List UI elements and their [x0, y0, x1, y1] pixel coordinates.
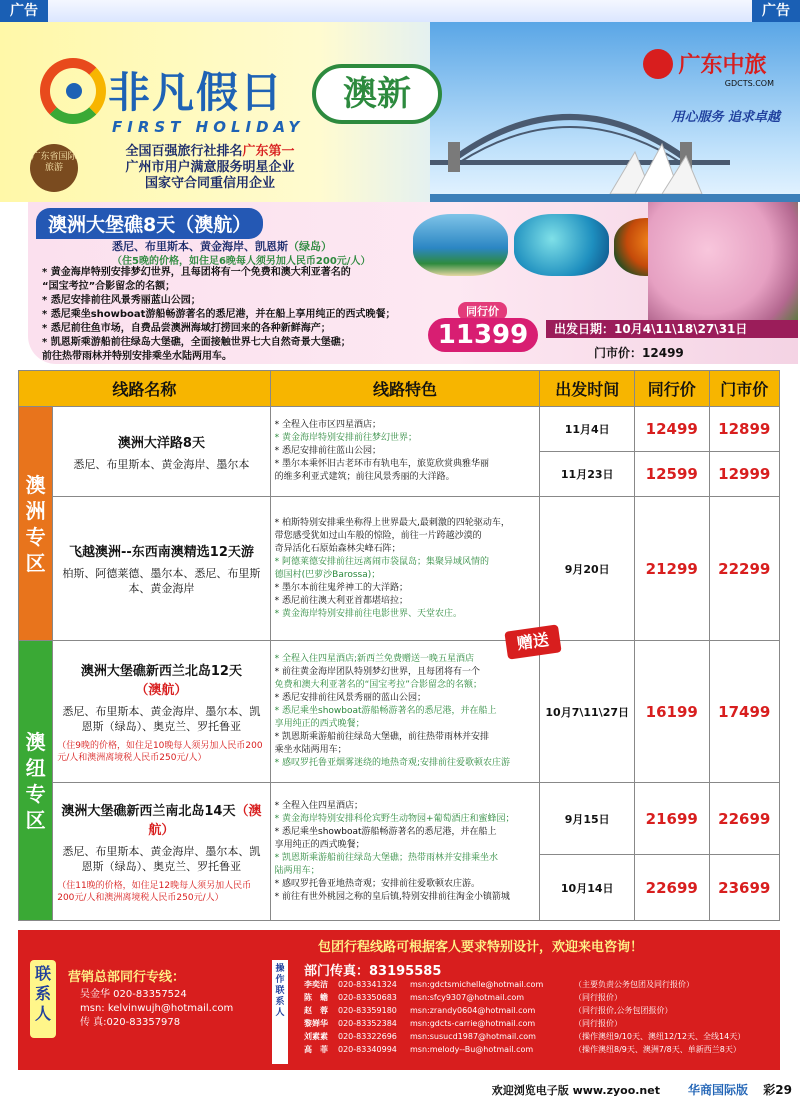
depart-label: 出发日期：	[554, 322, 615, 336]
table-row	[19, 641, 780, 783]
price-label: 同行价	[458, 302, 507, 320]
feature-line: * 凯恩斯乘游船前往绿岛大堡礁，前往热带雨林并安排	[274, 732, 490, 742]
route-name-cell	[53, 783, 270, 921]
feature-line: * 柏斯特别安排乘坐称得上世界最大,最刺激的四轮驱动车，	[274, 517, 510, 528]
staff-tel: 020-83340994	[338, 1045, 397, 1054]
gate-value: 12499	[642, 346, 684, 360]
staff-note: （操作澳纽9/10天、澳纽12/12天、全线14天）	[574, 1032, 746, 1041]
table-header-row	[19, 371, 780, 407]
route-cities: 悉尼、布里斯本、黄金海岸、墨尔本、凯恩斯（绿岛）、奥克兰、罗托鲁亚	[62, 844, 261, 873]
logo-dot-icon	[66, 83, 82, 99]
departure-date: 10月14日	[540, 855, 635, 921]
staff-row	[304, 991, 745, 1004]
staff-note: （同行报价）	[574, 1019, 622, 1028]
feature-line: * 前往有世外桃园之称的皇后镇,特别安排前往淘金小镇箭城	[274, 891, 510, 902]
featured-price	[428, 302, 538, 352]
retail-price: 12899	[709, 407, 780, 452]
island-photo	[413, 214, 508, 276]
trade-price: 12599	[635, 452, 709, 497]
route-cities: 悉尼、布里斯本、黄金海岸、墨尔本	[73, 457, 250, 471]
zone-australia: 澳洲专区	[19, 407, 53, 641]
header-retail-price: 门市价	[709, 371, 780, 407]
trade-price: 21299	[635, 497, 709, 641]
feature-line: * 黄金海岸特别安排前往梦幻世界；	[274, 433, 418, 443]
featured-highlight: * 悉尼前往鱼市场，自费品尝澳洲海域打捞回来的各种新鲜海产；	[42, 323, 331, 334]
route-features	[270, 497, 540, 641]
staff-name: 刘素素	[304, 1032, 328, 1041]
feature-line: * 悉尼安排前往蓝山公园；	[274, 446, 382, 456]
route-title: 澳洲大洋路8天	[117, 435, 205, 451]
feature-line: * 阿德莱德安排前往远离闹市袋鼠岛；集聚异域风情的	[274, 556, 490, 567]
brand-english: FIRST HOLIDAY	[112, 118, 305, 136]
staff-name: 李奕洁	[304, 980, 328, 989]
staff-msn: msn:melody--Bu@hotmail.com	[410, 1045, 534, 1054]
trade-price: 16199	[635, 641, 709, 783]
route-features	[270, 641, 540, 783]
feature-line: 的维多利亚式建筑；前往风景秀丽的大洋路。	[274, 472, 455, 482]
retail-price: 22699	[709, 783, 780, 855]
feature-line: * 悉尼前往澳大利亚首都堪培拉；	[274, 595, 409, 606]
feature-line: * 墨尔本乘怀旧古老环市有轨电车，旅览欣赏典雅华丽	[274, 459, 490, 469]
featured-highlight: * 悉尼乘坐showboat游船畅游著名的悉尼港，并在船上享用纯正的西式晚餐；	[42, 309, 396, 320]
feature-line: * 全程入住市区四星酒店；	[274, 420, 382, 430]
retail-price: 23699	[709, 855, 780, 921]
staff-tel: 020-83352384	[338, 1019, 397, 1028]
retail-price: 22299	[709, 497, 780, 641]
sales-line: 吴金华 020-83357524	[80, 989, 187, 1000]
slogan-line1: 全国百强旅行社排名	[125, 144, 243, 159]
staff-note: （同行报价,公务包团报价）	[574, 1006, 673, 1015]
feature-line: * 悉尼安排前往风景秀丽的蓝山公园；	[274, 693, 427, 703]
partner-slogan: 用心服务 追求卓越	[671, 110, 780, 125]
departure-date: 11月4日	[540, 407, 635, 452]
route-name-cell	[53, 641, 270, 783]
feature-line: 乘坐水陆两用车；	[274, 745, 347, 755]
route-cities: 悉尼、布里斯本、黄金海岸、墨尔本、凯恩斯（绿岛）、奥克兰、罗托鲁亚	[62, 704, 261, 733]
staff-note: （操作澳纽8/9天、澳洲7/8天、单新西兰8天）	[574, 1045, 741, 1054]
partner-url: GDCTS.COM	[724, 79, 774, 88]
route-title	[57, 660, 265, 698]
feature-line: * 凯恩斯乘游船前往绿岛大堡礁；热带雨林并安排乘坐水	[274, 852, 499, 863]
feature-line: * 墨尔本前往鬼斧神工的大洋路；	[274, 582, 409, 593]
custom-tour-tagline: 包团行程线路可根据客人要求特别设计，欢迎来电咨询！	[318, 940, 644, 955]
ad-tag-left: 广告	[0, 0, 48, 22]
partner-logo	[630, 48, 780, 88]
staff-row	[304, 978, 745, 991]
depart-values: 10月4\11\18\27\31日	[614, 322, 748, 336]
departure-date: 11月23日	[540, 452, 635, 497]
route-note: （住11晚的价格，如住足12晚每人须另加人民币200元/人和澳洲离境税人民币250元/人）	[57, 880, 252, 903]
staff-msn: msn:susucd1987@hotmail.com	[410, 1032, 536, 1041]
gate-price	[594, 344, 684, 361]
feature-line: 享用纯正的西式晚餐；	[274, 719, 365, 729]
staff-name: 陈 蟾	[304, 993, 328, 1002]
staff-note: （同行报价）	[574, 993, 622, 1002]
zone-australia-nz: 澳纽专区	[19, 641, 53, 921]
featured-highlight: * 黄金海岸特别安排梦幻世界，且每团将有一个免费和澳大利亚著名的	[42, 267, 351, 278]
featured-highlights	[42, 266, 422, 364]
page-footer	[0, 1078, 800, 1100]
route-title-text: 澳洲大堡礁新西兰南北岛14天	[61, 803, 236, 819]
certification-seal-icon: 广东省国际旅游	[30, 144, 78, 192]
departure-date: 9月15日	[540, 783, 635, 855]
feature-line: 德国村(巴萝沙Barossa)；	[274, 569, 381, 580]
table-row	[19, 407, 780, 452]
route-cities: 柏斯、阿德莱德、墨尔本、悉尼、布里斯本、黄金海岸	[62, 567, 261, 595]
price-value: 11399	[428, 318, 538, 352]
route-features	[270, 783, 540, 921]
header-trade-price: 同行价	[635, 371, 709, 407]
sydney-harbour-illustration	[430, 82, 800, 202]
feature-line: * 悉尼乘坐showboat游船畅游著名的悉尼港，并在船上	[274, 826, 497, 837]
contact-label: 联系人	[30, 960, 56, 1038]
feature-line: * 全程入住四星酒店；	[274, 800, 364, 811]
route-title	[57, 800, 265, 838]
feature-line: * 前往黄金海岸团队特别梦幻世界，且每团将有一个	[274, 667, 481, 677]
gift-badge: 赠送	[504, 624, 561, 659]
ad-bar	[0, 0, 800, 22]
staff-row	[304, 1017, 745, 1030]
staff-row	[304, 1043, 745, 1056]
website-text: 欢迎浏览电子版 www.zyoo.net	[491, 1084, 660, 1097]
route-note: （住9晚的价格，如住足10晚每人须另加人民币200元/人和澳洲离境税人民币250元/人）	[57, 740, 263, 763]
departure-date: 9月20日	[540, 497, 635, 641]
featured-cities-island: （绿岛）	[288, 240, 332, 253]
staff-name: 高 菲	[304, 1045, 328, 1054]
header-route-name: 线路名称	[19, 371, 271, 407]
feature-line: * 全程入住四星酒店;新西兰免费赠送一晚五星酒店	[274, 654, 475, 664]
route-title: 飞越澳洲--东西南澳精选12天游	[68, 545, 254, 560]
staff-tel: 020-83341324	[338, 980, 397, 989]
contact-footer	[18, 930, 780, 1070]
route-table	[18, 370, 780, 921]
department-fax: 部门传真：83195585	[304, 964, 442, 979]
staff-row	[304, 1004, 745, 1017]
feature-line: 陆两用车；	[274, 865, 320, 876]
staff-row	[304, 1030, 745, 1043]
sales-hotline-title: 营销总部同行专线：	[68, 970, 186, 985]
staff-tel: 020-83322696	[338, 1032, 397, 1041]
departure-dates	[546, 320, 798, 338]
route-title-text: 澳洲大堡礁新西兰北岛12天	[80, 663, 242, 679]
slogan-line2: 广州市用户满意服务明星企业	[125, 160, 295, 175]
table-row	[19, 783, 780, 855]
staff-name: 赵 蓉	[304, 1006, 328, 1015]
route-name-cell	[53, 497, 270, 641]
sales-line: 传 真:020-83357978	[80, 1017, 181, 1028]
featured-highlight: * 凯恩斯乘游船前往绿岛大堡礁，全面接触世界七大自然奇景大堡礁；	[42, 337, 351, 348]
snorkel-photo	[514, 214, 609, 276]
feature-line: 享用纯正的西式晚餐；	[274, 839, 365, 850]
sales-hotline	[80, 988, 233, 1030]
route-features	[270, 407, 540, 497]
slogan-highlight: 广东第一	[242, 144, 295, 159]
header-departure: 出发时间	[540, 371, 635, 407]
staff-msn: msn:zrandy0604@hotmail.com	[410, 1006, 536, 1015]
region-badge: 澳新	[312, 64, 442, 124]
route-name-cell	[53, 407, 270, 497]
gate-label: 门市价：	[594, 346, 643, 360]
company-slogans	[90, 144, 330, 192]
feature-line: 带您感受犹如过山车般的惊险，前往一片跨越沙漠的	[274, 530, 482, 541]
staff-list	[304, 978, 745, 1056]
staff-tel: 020-83359180	[338, 1006, 397, 1015]
publisher-name: 华商国际版	[687, 1083, 748, 1097]
staff-note: （主要负责公务包团及同行报价）	[574, 980, 694, 989]
ad-tag-right: 广告	[752, 0, 800, 22]
sales-line: msn: kelvinwujh@hotmail.com	[80, 1003, 234, 1014]
blossom-photo	[648, 202, 798, 322]
feature-line: * 感叹罗托鲁亚地热奇观；安排前往爱歌顿农庄游。	[274, 878, 481, 889]
trade-price: 21699	[635, 783, 709, 855]
featured-cities-main: 悉尼、布里斯本、黄金海岸、凯恩斯	[112, 240, 288, 253]
staff-msn: msn:gdcts-carrie@hotmail.com	[410, 1019, 536, 1028]
feature-line: * 黄金海岸特别安排科伦宾野生动物园+葡萄酒庄和蜜蜂园；	[274, 813, 515, 824]
staff-tel: 020-83350683	[338, 993, 397, 1002]
featured-highlight: 前往热带雨林并特别安排乘坐水陆两用车。	[42, 351, 232, 362]
operations-contact-label: 操作联系人	[272, 960, 288, 1064]
departure-date: 10月7\11\27日	[540, 641, 635, 783]
partner-name: 广东中旅	[678, 52, 767, 78]
featured-title: 澳洲大堡礁8天（澳航）	[36, 208, 263, 239]
feature-line: 免费和澳大利亚著名的“国宝考拉”合影留念的名额；	[274, 680, 482, 690]
feature-line: * 黄金海岸特别安排前往电影世界、天堂农庄。	[274, 608, 463, 619]
staff-name: 黎婵华	[304, 1019, 328, 1028]
route-title-tag: （澳航）	[148, 803, 262, 838]
retail-price: 17499	[709, 641, 780, 783]
route-title-tag: （澳航）	[135, 682, 188, 698]
trade-price: 22699	[635, 855, 709, 921]
header-banner	[0, 22, 800, 202]
page-number: 彩29	[763, 1083, 792, 1097]
trade-price: 12499	[635, 407, 709, 452]
feature-line: * 感叹罗托鲁亚烟雾迷绕的地热奇观;安排前往爱歌顿农庄游	[274, 758, 511, 768]
staff-msn: msn:sfcy9307@hotmail.com	[410, 993, 525, 1002]
featured-note: （住5晚的价格，如住足6晚每人须另加人民币200元/人）	[112, 256, 371, 267]
brand-name: 非凡假日	[108, 68, 285, 117]
feature-line: 奇异活化石原始森林尖峰石阵；	[274, 543, 401, 554]
retail-price: 12999	[709, 452, 780, 497]
partner-seal-icon	[643, 49, 673, 79]
featured-tour	[28, 202, 798, 364]
featured-highlight: “国宝考拉”合影留念的名额；	[42, 281, 176, 292]
staff-msn: msn:gdctsmichelle@hotmail.com	[410, 980, 544, 989]
feature-line: * 悉尼乘坐showboat游船畅游著名的悉尼港，并在船上	[274, 706, 497, 716]
header-route-features: 线路特色	[270, 371, 540, 407]
table-row	[19, 497, 780, 641]
featured-highlight: * 悉尼安排前往风景秀丽蓝山公园；	[42, 295, 201, 306]
slogan-line3: 国家守合同重信用企业	[144, 176, 275, 191]
